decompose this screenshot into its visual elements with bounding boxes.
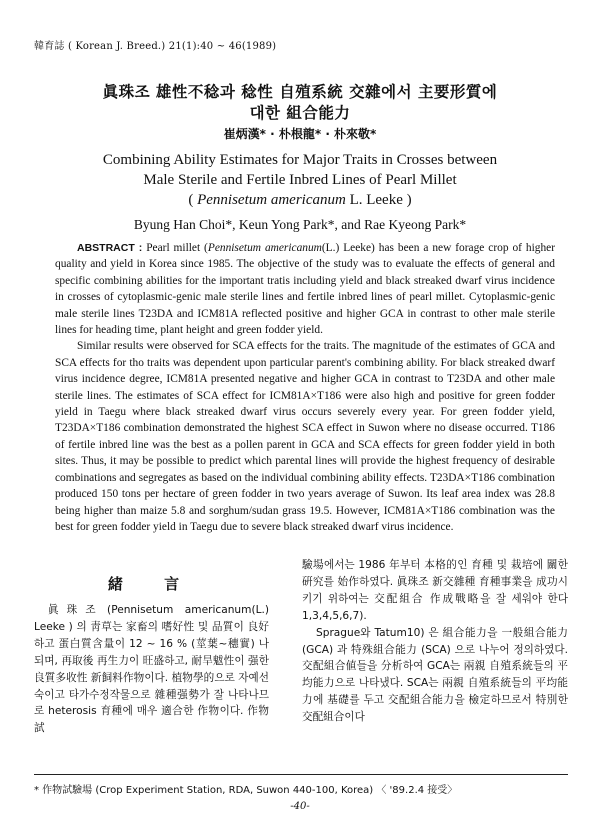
journal-citation: 韓育誌 ( Korean J. Breed.) 21(1):40 ~ 46(1989) — [34, 41, 277, 52]
footnote-divider — [34, 774, 568, 775]
title-species: Pennisetum americanum — [197, 192, 346, 208]
korean-title-line2: 대한 組合能力 — [249, 104, 351, 122]
title-paren-open: ( — [188, 192, 198, 208]
abstract-species: Pennisetum americanum — [207, 242, 322, 254]
intro-right-paragraph-2: Sprague와 Tatum10) 은 組合能力을 一般組合能力 (GCA) 과 特殊組合能力 (SCA) 으로 나누어 정의하였다. 交配組合値들을 分析하여 GCA는 兩親 自殖系統들의 平均能力으로 나타냈다. SCA는 兩親 自殖系統들의 平均能力에 基礎를 두고 交配組合能力을 檢定하므로서 特別한 交配組合이다 — [302, 626, 568, 724]
english-authors: Byung Han Choi*, Keun Yong Park*, and Rae Kyeong Park* — [133, 217, 467, 232]
title-paren-rest: L. Leeke ) — [345, 192, 412, 208]
english-title-line3 — [0, 192, 600, 209]
section-heading-introduction: 緒 言 — [107, 575, 198, 593]
english-title-line2: Male Sterile and Fertile Inbred Lines of Pearl Millet — [143, 172, 457, 188]
abstract-label: ABSTRACT : — [77, 242, 143, 254]
english-title-line1: Combining Ability Estimates for Major Traits in Crosses between — [102, 152, 498, 168]
abstract-p1-a: Pearl millet ( — [142, 242, 208, 254]
footnote-affiliation: * 作物試驗場 (Crop Experiment Station, RDA, Suwon 440-100, Korea) 〈 '89.2.4 接受〉 — [34, 785, 458, 796]
abstract-paragraph-1 — [55, 240, 555, 338]
page-number: -40- — [290, 801, 310, 812]
intro-right-paragraph-1: 驗場에서는 1986 年부터 本格的인 育種 및 栽培에 關한 硏究를 始作하였다. 眞珠조 新交雜種 育種事業을 成功시키기 위하여는 交配組合 作成戰略을 잘 세워야 한다 1,3,4,5,6,7). — [302, 559, 568, 622]
abstract — [55, 240, 555, 535]
korean-authors: 崔炳漢* · 朴根龍* · 朴來敬* — [223, 127, 377, 141]
abstract-p1-b: (L.) Leeke) has been a new forage crop of higher quality and yield in Korea since 1985. The objective of the study was to evaluate the effects of general and specific combining abilities for the important tratis including yield and black streaked dwarf virus incidence in crosses of cytoplasmic-genic male sterile lines and fertile inbred lines of pearl millet. Cytoplasmic-genic male sterile lines T23DA and ICM81A reflected positive and higher GCA in contrast to other male sterile lines for heading time, plant height and green fodder yield. — [55, 242, 555, 337]
korean-title-line1: 眞珠조 雄性不稔과 稔性 自殖系統 交雜에서 主要形質에 — [102, 83, 498, 101]
intro-left-column — [34, 602, 269, 737]
intro-right-column — [302, 557, 568, 726]
abstract-paragraph-2: Similar results were observed for SCA effects for the traits. The magnitude of the estimates of GCA and SCA effects for tho traits was dependent upon particular parent's combining ability. For black streaked dwarf virus incidence degree, ICM81A presented negative and higher GCA in contrast to T23DA and other male sterile lines. The estimates of SCA effect for ICM81A×T186 were also high and positive for green fodder yield in Taegu where black streaked dwarf virus occurs severely every year. For green fodder yield, T23DA×T186 combination demonstrated the highest SCA effect in Suwon where no disease occurred. T186 of fertile inbred line was the best as a pollen parent in GCA and SCA effects for green fodder yield in both sites. Thus, it may be possible to predict which parental lines will provide the highest frequency of desirable combinations and segregates as based on the individual combining ability effects. T23DA×T186 combination produced 150 tons per hectare of green fodder in two years average of Suwon. Its leaf area index was 28.8 being higher than maize 5.8 and sorghum/sudan grass 19.5. However, ICM81A×T186 combination was the best for green fodder yield in Taegu due to severe black streaked dwarf virus incidence. — [55, 340, 555, 533]
intro-left-paragraph: 眞珠조 (Pennisetum americanum(L.) Leeke ) 의 靑草는 家畜의 嗜好性 및 品質이 良好하고 蛋白質含量이 12 ~ 16 % (莖葉~穗實) 나 되며, 再取後 再生力이 旺盛하고, 耐旱魃性이 强한 良質多收性 新飼料作物이다. 植物學的으로 자예선숙이고 타가수정작물으로 雜種强勢가 잘 나타나므로 heterosis 育種에 매우 適合한 作物이다. 作物試 — [34, 604, 269, 735]
